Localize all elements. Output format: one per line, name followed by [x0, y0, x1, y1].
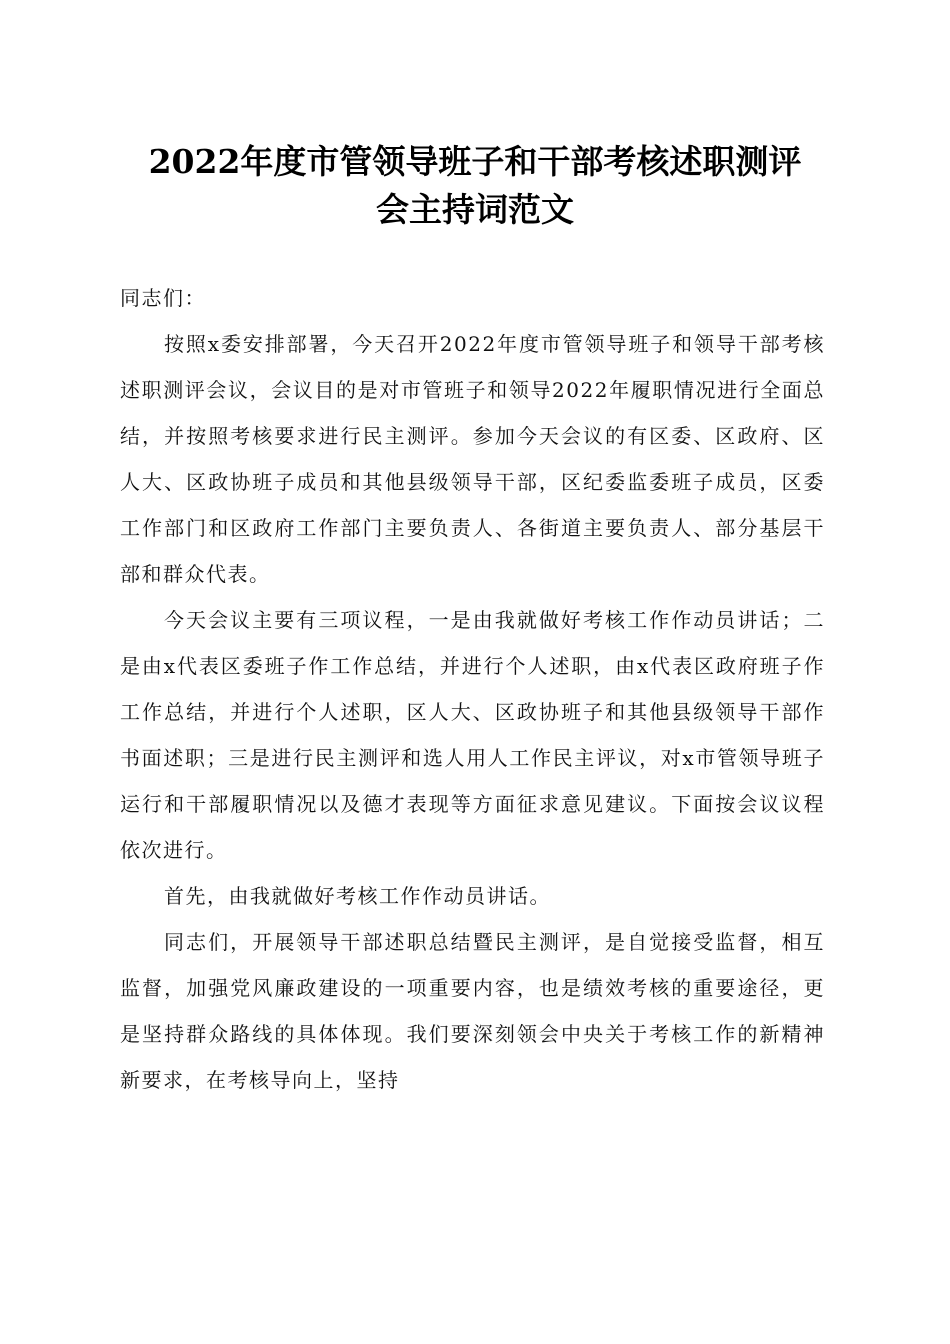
document-title — [60, 138, 890, 234]
title-line-1: 2022年度市管领导班子和干部考核述职测评 — [148, 142, 802, 181]
title-line-2: 会主持词范文 — [376, 190, 574, 229]
paragraph-4: 同志们，开展领导干部述职总结暨民主测评，是自觉接受监督，相互监督，加强党风廉政建设的一项重要内容，也是绩效考核的重要途径，更是坚持群众路线的具体体现。我们要深刻领会中央关于考核工作的新精神新要求，在考核导向上，坚持 — [120, 930, 825, 1092]
paragraph-2: 今天会议主要有三项议程，一是由我就做好考核工作作动员讲话；二是由x代表区委班子作工作总结，并进行个人述职，由x代表区政府班子作工作总结，并进行个人述职，区人大、区政协班子和其他县级领导干部作书面述职；三是进行民主测评和选人用人工作民主评议，对x市管领导班子运行和干部履职情况以及德才表现等方面征求意见建议。下面按会议议程依次进行。 — [120, 608, 825, 862]
document-body — [120, 275, 825, 1103]
paragraph-1: 按照x委安排部署，今天召开2022年度市管领导班子和领导干部考核述职测评会议，会议目的是对市管班子和领导2022年履职情况进行全面总结，并按照考核要求进行民主测评。参加今天会议的有区委、区政府、区人大、区政协班子成员和其他县级领导干部，区纪委监委班子成员，区委工作部门和区政府工作部门主要负责人、各街道主要负责人、部分基层干部和群众代表。 — [120, 332, 825, 586]
paragraph-3: 首先，由我就做好考核工作作动员讲话。 — [164, 884, 551, 908]
salutation: 同志们： — [120, 286, 206, 310]
